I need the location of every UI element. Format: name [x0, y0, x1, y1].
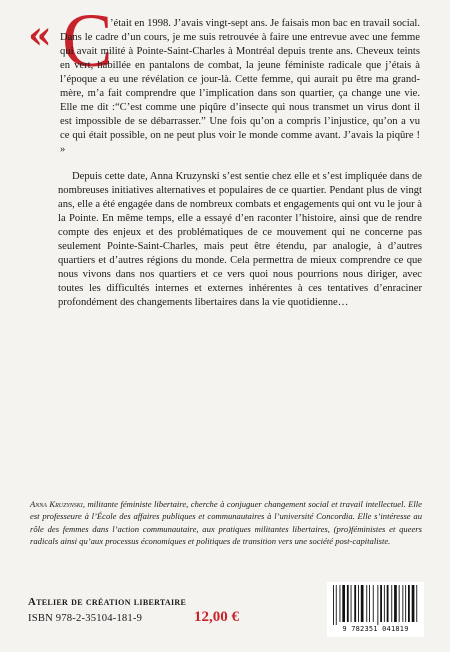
- publisher-name: Atelier de création libertaire: [28, 596, 187, 608]
- barcode-bar: [354, 585, 356, 622]
- opening-quote-mark: «: [28, 12, 52, 57]
- barcode-bar: [373, 585, 374, 622]
- barcode-bar: [408, 585, 410, 622]
- barcode-bar: [391, 585, 392, 622]
- barcode-bar: [412, 585, 415, 622]
- barcode-bar: [402, 585, 403, 622]
- barcode-bar: [347, 585, 349, 622]
- barcode-bar: [380, 585, 382, 622]
- barcode-digits: 9 782351 041819: [342, 625, 409, 633]
- barcode-bar: [336, 585, 337, 625]
- isbn: ISBN 978-2-35104-181-9: [28, 613, 143, 624]
- testimony-quote-text: ’était en 1998. J’avais vingt-sept ans. Je faisais mon bac en travail social. Dans le cadre d’un cours, je me suis retrouvée à faire une entrevue avec une femme qui avait milité à Pointe-Saint-Charles à Montréal depuis trente ans. Cheveux teints en vert, habillée en pantalons de combat, la jeune féministe radicale que j’étais à l’époque a eu une révélation ce jour-là. Cette femme, qui aurait pu être ma grand-mère, m’a fait comprendre que l’implication dans son quartier, ça change une vie. Elle me dit :“C’est comme une piqûre d’insecte qui nous transmet un virus dont il est impossible de se débarrasser.” Une fois qu’on a compris l’injustice, qu’on a vu ce qui était possible, on ne peut plus voir le monde comme avant. J’avais la piqûre ! »: [60, 18, 420, 155]
- price: 12,00 €: [194, 609, 239, 625]
- barcode-bar: [366, 585, 367, 622]
- barcode-bar: [361, 585, 364, 622]
- barcode-bars-icon: [331, 585, 420, 625]
- barcode-bar: [340, 585, 341, 622]
- barcode-bar: [387, 585, 389, 622]
- barcode-bar: [377, 585, 378, 625]
- drop-cap-letter: C: [62, 0, 113, 83]
- author-bio: [30, 498, 422, 548]
- author-bio-text: , militante féministe libertaire, cherche à conjuguer changement social et travail intellectuel. Elle est professeure à l’École des affaires publiques et communautaires à l’université Concordia. Elle s’intéresse au rôle des femmes dans l’action communautaire, aux pratiques militantes libertaires, (pro)féministes et queers radicals ainsi qu’aux processus économiques et politiques de transition vers une société post-capitaliste.: [30, 499, 422, 547]
- barcode-bar: [384, 585, 385, 622]
- testimony-quote: [60, 17, 420, 157]
- barcode: [327, 582, 424, 637]
- barcode-bar: [394, 585, 397, 622]
- barcode-bar: [416, 585, 417, 622]
- barcode-bar: [358, 585, 359, 622]
- barcode-bar: [333, 585, 334, 625]
- author-name: Anna Kruzynski: [30, 499, 83, 509]
- barcode-bar: [342, 585, 345, 622]
- barcode-bar: [351, 585, 352, 622]
- barcode-bar: [405, 585, 406, 622]
- barcode-bar: [399, 585, 400, 622]
- blurb-paragraph: Depuis cette date, Anna Kruzynski s’est sentie chez elle et s’est impliquée dans de nombreuses initiatives alternatives et populaires de ce quartier. Pendant plus de vingt ans, elle a été engagée dans de nombreux combats et engagements qui ont vu le jour à la Pointe. En même temps, elle a essayé d’en raconter l’histoire, ainsi que de rendre compte des enjeux et des problématiques de ce mouvement qui ne concerne pas seulement Pointe-Saint-Charles, mais peut être étendu, par analogie, à d’autres quartiers et d’autres régions du monde. Cela permettra de mieux comprendre ce que nous vivons dans nos quartiers et ce vers quoi nous pourrions nous diriger, avec toutes les difficultés internes et externes inhérentes à ces tentatives d’enraciner profondément des changements libertaires dans la vie quotidienne…: [58, 171, 422, 308]
- barcode-bar: [369, 585, 370, 622]
